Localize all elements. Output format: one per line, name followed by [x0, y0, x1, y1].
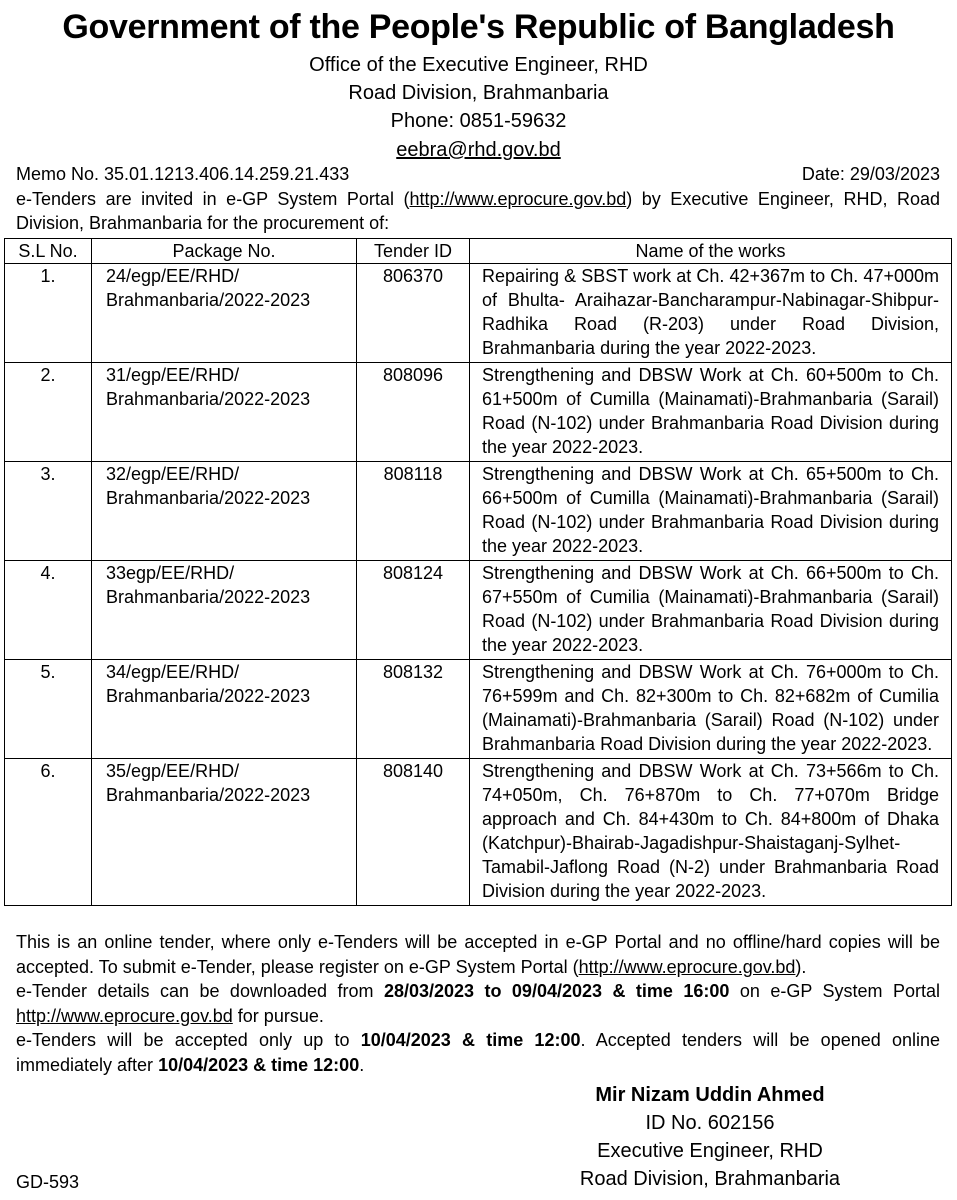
email-link[interactable]: eebra@rhd.gov.bd — [396, 139, 561, 161]
table-header-row — [5, 239, 952, 264]
package-line-1: 34/egp/EE/RHD/ — [106, 662, 240, 682]
row-sl: 5. — [5, 660, 92, 759]
email-address-line — [0, 137, 957, 163]
eprocure-link[interactable]: http://www.eprocure.gov.bd — [578, 956, 796, 977]
row-sl: 1. — [5, 264, 92, 363]
header-tender-id: Tender ID — [357, 239, 470, 264]
note-text: . Accepted tenders will be opened online immediately after — [16, 1030, 940, 1075]
note-submission-deadline — [16, 1028, 940, 1077]
note-text: ). — [795, 956, 807, 977]
row-tender-id: 806370 — [357, 264, 470, 363]
note-text: e-Tenders will be accepted only up to — [16, 1030, 361, 1050]
intro-paragraph — [16, 187, 940, 235]
row-sl: 2. — [5, 363, 92, 462]
row-work-name: Strengthening and DBSW Work at Ch. 60+500m to Ch. 61+500m of Cumilla (Mainamati)-Brahmanbaria (Sarail) Road (N-102) under Brahmanbaria Road Division during the year 2022-2023. — [470, 363, 952, 462]
note-online-tender — [16, 930, 940, 979]
row-work-name: Strengthening and DBSW Work at Ch. 66+500m to Ch. 67+550m of Cumilia (Mainamati)-Brahmanbaria (Sarail) Road (N-102) under Brahmanbaria Road Division during the year 2022-2023. — [470, 561, 952, 660]
table-row — [5, 561, 952, 660]
note-text: for pursue. — [232, 1005, 324, 1026]
row-package — [92, 462, 357, 561]
eprocure-link[interactable]: http://www.eprocure.gov.bd — [409, 189, 627, 209]
header-sl: S.L No. — [5, 239, 92, 264]
package-line-1: 24/egp/EE/RHD/ — [106, 266, 240, 286]
works-table — [4, 238, 952, 906]
table-row — [5, 462, 952, 561]
note-download-period — [16, 979, 940, 1028]
submission-deadline: 10/04/2023 & time 12:00 — [360, 1030, 581, 1050]
row-sl: 3. — [5, 462, 92, 561]
note-text: on e-GP System Portal — [729, 981, 940, 1001]
download-period: 28/03/2023 to 09/04/2023 & time 16:00 — [383, 981, 730, 1001]
table-row — [5, 759, 952, 906]
package-line-1: 32/egp/EE/RHD/ — [106, 464, 240, 484]
phone-number: Phone: 0851-59632 — [390, 110, 567, 132]
note-text: . — [359, 1054, 365, 1075]
row-package — [92, 660, 357, 759]
row-work-name: Strengthening and DBSW Work at Ch. 73+566m to Ch. 74+050m, Ch. 76+870m to Ch. 77+070m Bridge approach and Ch. 84+430m to Ch. 84+800m of Dhaka (Katchpur)-Bhairab-Jagadishpur-Shaistaganj-Sylhet-Tamabil-Jaflong Road (N-2) under Brahmanbaria Road Division during the year 2022-2023. — [470, 759, 952, 906]
row-sl: 4. — [5, 561, 92, 660]
row-tender-id: 808096 — [357, 363, 470, 462]
opening-time: 10/04/2023 & time 12:00 — [158, 1054, 360, 1075]
note-text: This is an online tender, where only e-Tenders will be accepted in e-GP Portal and no offline/hard copies will be accepted. To submit e-Tender, please register on e-GP System Portal ( — [16, 932, 940, 977]
package-line-2: Brahmanbaria/2022-2023 — [106, 290, 311, 310]
row-tender-id: 808124 — [357, 561, 470, 660]
package-line-2: Brahmanbaria/2022-2023 — [106, 785, 311, 805]
package-line-1: 33egp/EE/RHD/ — [106, 563, 235, 583]
document-title: Government of the People's Republic of Bangladesh — [62, 8, 895, 46]
row-package — [92, 363, 357, 462]
row-work-name: Strengthening and DBSW Work at Ch. 76+000m to Ch. 76+599m and Ch. 82+300m to Ch. 82+682m of Cumilia (Mainamati)-Brahmanbaria (Sarail) Road (N-102) under Brahmanbaria Road Division during the year 2022-2023. — [470, 660, 952, 759]
signatory-id: ID No. 602156 — [645, 1112, 775, 1134]
table-row — [5, 363, 952, 462]
intro-text-1: e-Tenders are invited in e-GP System Portal ( — [16, 189, 410, 209]
memo-number: Memo No. 35.01.1213.406.14.259.21.433 — [16, 164, 350, 184]
row-package — [92, 759, 357, 906]
header-package: Package No. — [92, 239, 357, 264]
row-sl: 6. — [5, 759, 92, 906]
package-line-2: Brahmanbaria/2022-2023 — [106, 389, 311, 409]
table-row — [5, 660, 952, 759]
tender-notes — [16, 930, 940, 1077]
eprocure-link[interactable]: http://www.eprocure.gov.bd — [16, 1005, 233, 1026]
note-text: e-Tender details can be downloaded from — [16, 981, 384, 1001]
table-row — [5, 264, 952, 363]
header-work-name: Name of the works — [470, 239, 952, 264]
row-tender-id: 808140 — [357, 759, 470, 906]
division-name: Road Division, Brahmanbaria — [348, 82, 609, 104]
row-tender-id: 808118 — [357, 462, 470, 561]
signatory-designation: Executive Engineer, RHD — [597, 1140, 823, 1162]
package-line-2: Brahmanbaria/2022-2023 — [106, 488, 311, 508]
memo-date: Date: 29/03/2023 — [801, 164, 940, 184]
office-name: Office of the Executive Engineer, RHD — [309, 54, 648, 76]
package-line-2: Brahmanbaria/2022-2023 — [106, 686, 311, 706]
row-work-name: Strengthening and DBSW Work at Ch. 65+500m to Ch. 66+500m of Cumilla (Mainamati)-Brahmanbaria (Sarail) Road (N-102) under Brahmanbaria Road Division during the year 2022-2023. — [470, 462, 952, 561]
package-line-1: 35/egp/EE/RHD/ — [106, 761, 240, 781]
row-tender-id: 808132 — [357, 660, 470, 759]
signatory-name: Mir Nizam Uddin Ahmed — [595, 1084, 825, 1106]
row-package — [92, 561, 357, 660]
row-package — [92, 264, 357, 363]
gd-code: GD-593 — [16, 1172, 80, 1192]
signatory-office: Road Division, Brahmanbaria — [579, 1168, 841, 1190]
intro-text-2: ) by Executive Engineer, RHD, Road Division, Brahmanbaria for the procurement of: — [16, 189, 941, 233]
package-line-1: 31/egp/EE/RHD/ — [106, 365, 240, 385]
package-line-2: Brahmanbaria/2022-2023 — [106, 587, 311, 607]
row-work-name: Repairing & SBST work at Ch. 42+367m to Ch. 47+000m of Bhulta- Araihazar-Bancharampur-Nabinagar-Shibpur-Radhika Road (R-203) under Road Division, Brahmanbaria during the year 2022-2023. — [470, 264, 952, 363]
